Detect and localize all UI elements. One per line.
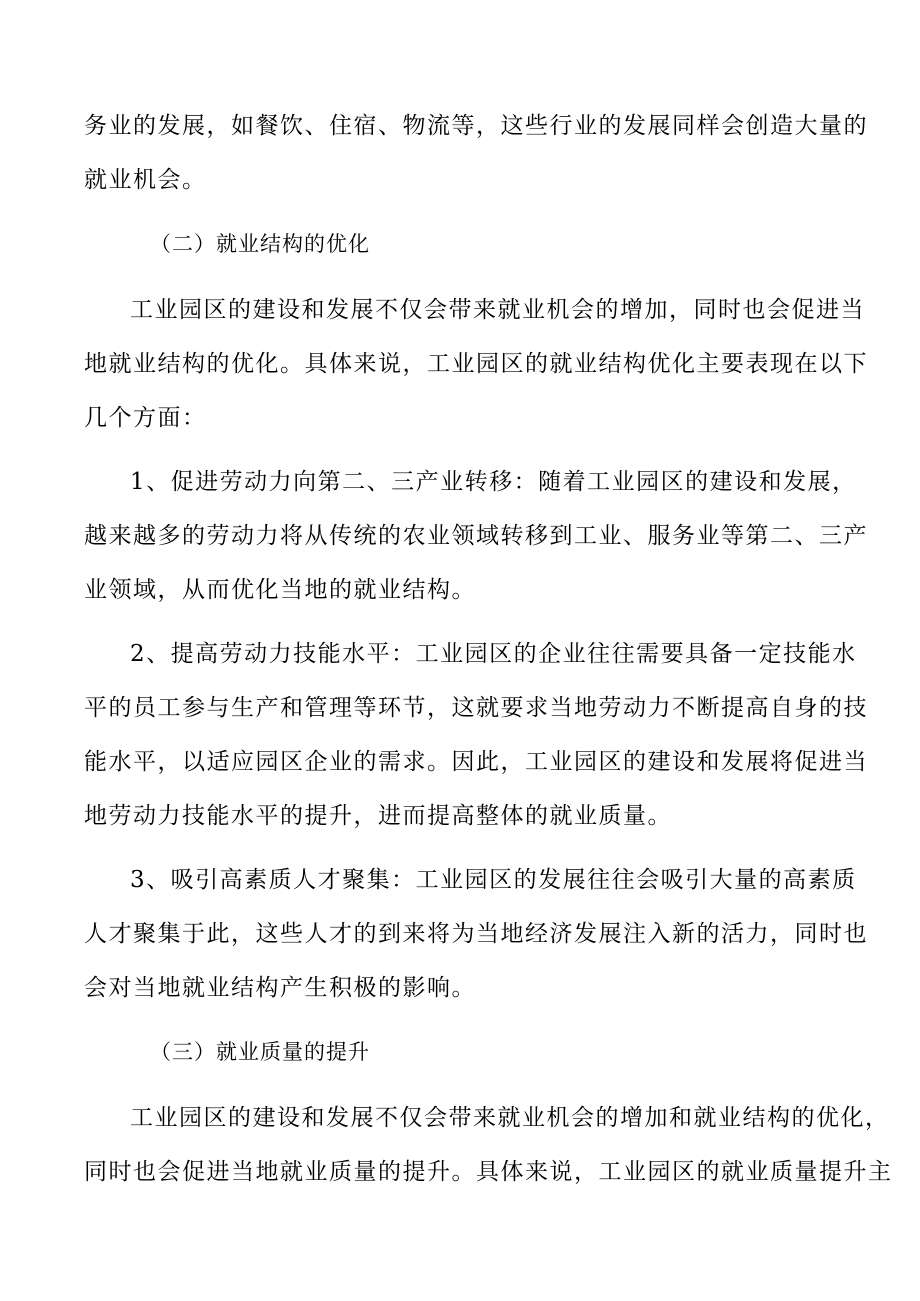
item-1-line-1: 1、促进劳动力向第二、三产业转移：随着工业园区的建设和发展， xyxy=(130,469,857,495)
section-2-intro-line-2: 地就业结构的优化。具体来说，工业园区的就业结构优化主要表现在以下 xyxy=(84,351,868,377)
intro-line-2: 就业机会。 xyxy=(84,167,207,193)
item-1-line-2: 越来越多的劳动力将从传统的农业领域转移到工业、服务业等第二、三产 xyxy=(84,523,868,549)
item-1-line-3: 业领域，从而优化当地的就业结构。 xyxy=(84,577,476,603)
section-3-heading: （三）就业质量的提升 xyxy=(150,1040,370,1064)
section-3-intro-line-2: 同时也会促进当地就业质量的提升。具体来说，工业园区的就业质量提升主 xyxy=(84,1159,893,1185)
item-3-line-2: 人才聚集于此，这些人才的到来将为当地经济发展注入新的活力，同时也 xyxy=(84,921,868,947)
section-2-heading: （二）就业结构的优化 xyxy=(150,232,370,256)
item-3-line-1: 3、吸引高素质人才聚集：工业园区的发展往往会吸引大量的高素质 xyxy=(130,867,857,893)
intro-line-1: 务业的发展，如餐饮、住宿、物流等，这些行业的发展同样会创造大量的 xyxy=(84,113,868,139)
item-2-line-4: 地劳动力技能水平的提升，进而提高整体的就业质量。 xyxy=(84,803,672,829)
item-2-line-2: 平的员工参与生产和管理等环节，这就要求当地劳动力不断提高自身的技 xyxy=(84,695,868,721)
section-3-intro-line-1: 工业园区的建设和发展不仅会带来就业机会的增加和就业结构的优化， xyxy=(130,1105,890,1131)
section-2-intro-line-1: 工业园区的建设和发展不仅会带来就业机会的增加，同时也会促进当 xyxy=(130,297,865,323)
item-2-line-1: 2、提高劳动力技能水平：工业园区的企业往往需要具备一定技能水 xyxy=(130,641,857,667)
item-3-line-3: 会对当地就业结构产生积极的影响。 xyxy=(84,975,476,1001)
section-2-intro-line-3: 几个方面： xyxy=(84,405,207,431)
item-2-line-3: 能水平，以适应园区企业的需求。因此，工业园区的建设和发展将促进当 xyxy=(84,749,868,775)
